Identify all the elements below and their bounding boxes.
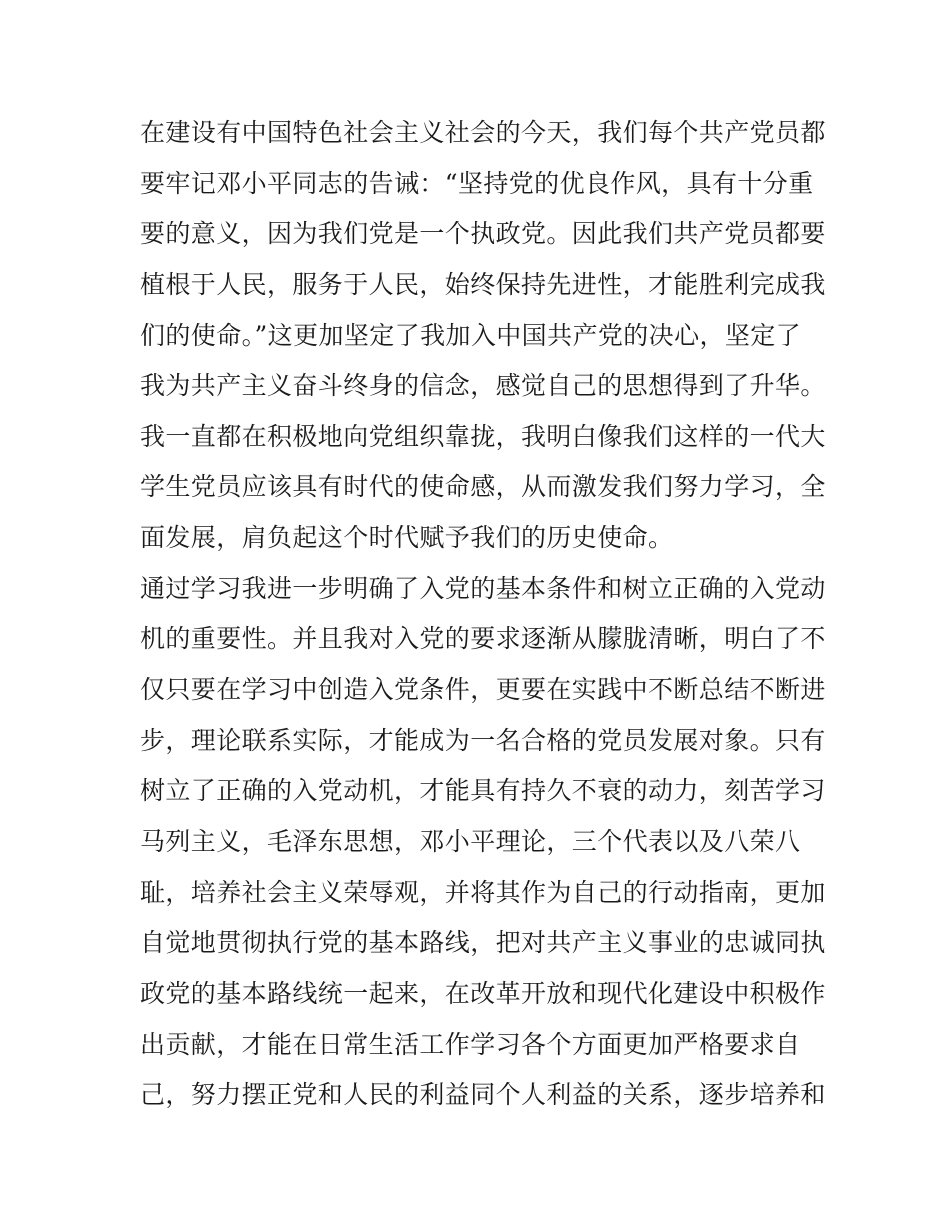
text-line: 我为共产主义奋斗终身的信念，感觉自己的思想得到了升华。 xyxy=(140,371,826,401)
text-line: 树立了正确的入党动机，才能具有持久不衰的动力，刻苦学习 xyxy=(140,776,826,806)
text-line: 政党的基本路线统一起来，在改革开放和现代化建设中积极作 xyxy=(140,978,826,1008)
text-line: 我一直都在积极地向党组织靠拢，我明白像我们这样的一代大 xyxy=(140,421,826,451)
text-line: 学生党员应该具有时代的使命感，从而激发我们努力学习，全 xyxy=(140,472,826,502)
text-line: 们的使命。”这更加坚定了我加入中国共产党的决心，坚定了 xyxy=(140,320,802,350)
text-line: 己，努力摆正党和人民的利益同个人利益的关系，逐步培养和 xyxy=(140,1080,826,1110)
body-text xyxy=(140,108,826,1121)
text-line: 耻，培养社会主义荣辱观，并将其作为自己的行动指南，更加 xyxy=(140,877,826,907)
text-line: 面发展，肩负起这个时代赋予我们的历史使命。 xyxy=(140,523,674,553)
text-line: 在建设有中国特色社会主义社会的今天，我们每个共产党员都 xyxy=(140,118,826,147)
text-line: 步，理论联系实际，才能成为一名合格的党员发展对象。只有 xyxy=(140,725,826,755)
text-line: 要牢记邓小平同志的告诫：“坚持党的优良作风，具有十分重 xyxy=(140,168,814,198)
text-line: 植根于人民，服务于人民，始终保持先进性，才能胜利完成我 xyxy=(140,269,826,299)
text-line: 仅只要在学习中创造入党条件，更要在实践中不断总结不断进 xyxy=(140,675,826,705)
text-line: 要的意义，因为我们党是一个执政党。因此我们共产党员都要 xyxy=(140,219,826,249)
text-line: 通过学习我进一步明确了入党的基本条件和树立正确的入党动 xyxy=(140,573,826,603)
text-line: 机的重要性。并且我对入党的要求逐渐从朦胧清晰，明白了不 xyxy=(140,624,826,654)
text-line: 自觉地贯彻执行党的基本路线，把对共产主义事业的忠诚同执 xyxy=(140,928,826,958)
text-line: 出贡献，才能在日常生活工作学习各个方面更加严格要求自 xyxy=(140,1029,801,1059)
text-line: 马列主义，毛泽东思想，邓小平理论，三个代表以及八荣八 xyxy=(140,826,801,856)
